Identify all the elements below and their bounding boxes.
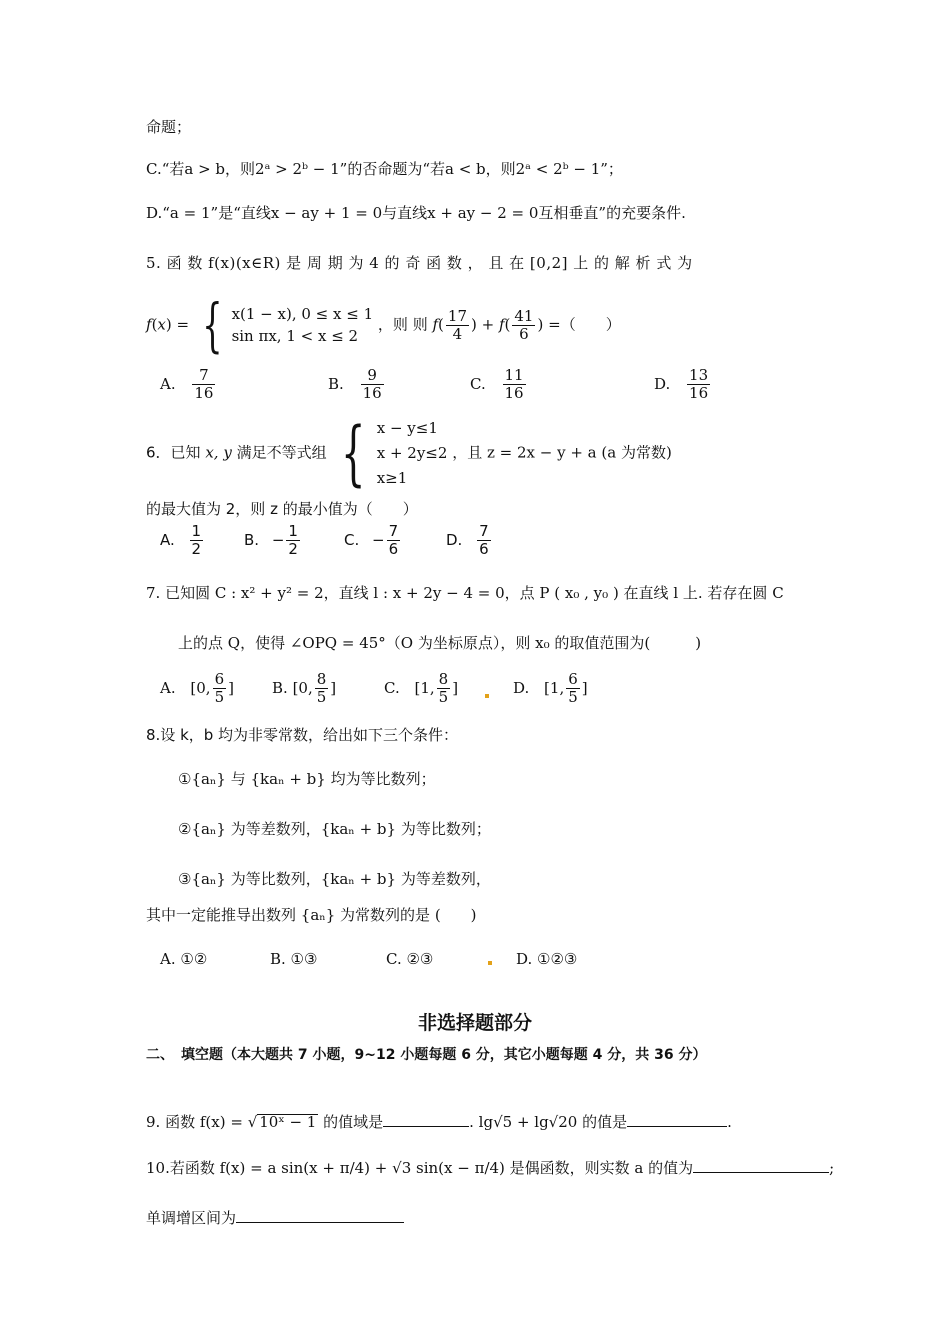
- q6-option-a: A. $\frac{1}{2}$: [160, 522, 202, 558]
- q8-question: 其中一定能推导出数列 {aₙ} 为常数列的是 ( ): [146, 906, 477, 924]
- section-title: 非选择题部分: [417, 1012, 532, 1034]
- q10-blank-2[interactable]: [236, 1208, 404, 1223]
- q6-option-c: C. − $\frac{7}{6}$: [344, 522, 399, 558]
- q6-option-d: D. $\frac{7}{6}$: [446, 522, 489, 558]
- q8-condition-3: ③{aₙ} 为等比数列，{kaₙ + b} 为等差数列，: [178, 870, 491, 888]
- q10-blank-1[interactable]: [693, 1158, 829, 1173]
- q8-line-1: 8.设 k，b 均为非零常数，给出如下三个条件：: [146, 726, 459, 744]
- q5-lead: 5. 函 数 f(x)(x∈R) 是 周 期 为 4 的 奇 函 数 ， 且 在 [0,2] 上 的 解 析 式 为: [146, 254, 693, 272]
- q7-line-2: 上的点 Q，使得 ∠OPQ = 45°（O 为坐标原点），则 x₀ 的取值范围为( ): [178, 634, 702, 652]
- decorative-dot: [488, 961, 492, 965]
- option-c-statement: C.“若a > b，则2ᵃ > 2ᵇ − 1”的否命题为“若a < b，则2ᵃ < 2ᵇ − 1”；: [146, 160, 623, 178]
- q8-option-a: A. ①②: [160, 950, 208, 968]
- option-d-statement: D.“a = 1”是“直线x − ay + 1 = 0与直线x + ay − 2 = 0互相垂直”的充要条件.: [146, 204, 686, 222]
- q6-cases: x − y≤1 x + 2y≤2 x≥1: [376, 419, 448, 487]
- q6-statement: 6．已知 x, y 满足不等式组 { x − y≤1 x + 2y≤2 x≥1 ，且 z = 2x − y + a (a 为常数): [146, 412, 672, 495]
- q5-option-d: D. $\frac{13}{16}$: [654, 366, 709, 402]
- q5-cases: [232, 303, 374, 348]
- q9-line: 9. 函数 f(x) = √ 10ˣ − 1 的值域是 . lg√5 + lg√20 的值是 .: [146, 1113, 732, 1131]
- q8-option-b: B. ①③: [270, 950, 318, 968]
- q7-option-b: B. [0, $\frac{8}{5}$ ]: [272, 670, 337, 706]
- q5-case-1: x(1 − x), 0 ≤ x ≤ 1: [231, 304, 374, 323]
- q10-line-2: 单调增区间为: [146, 1208, 404, 1226]
- q5-option-c: C. $\frac{11}{16}$: [470, 366, 524, 402]
- q5-option-b: B. $\frac{9}{16}$: [328, 366, 382, 402]
- q9-blank-2[interactable]: [627, 1112, 727, 1127]
- q5-tail: ，则: [377, 315, 408, 334]
- q6-line-2: 的最大值为 2，则 z 的最小值为（ ）: [146, 500, 418, 518]
- q9-radicand: 10ˣ − 1: [259, 1113, 317, 1131]
- q8-option-c: C. ②③: [386, 950, 434, 968]
- left-brace: {: [341, 412, 366, 495]
- q5-option-a: A. $\frac{7}{16}$: [160, 366, 214, 402]
- q8-condition-1: ①{aₙ} 与 {kaₙ + b} 均为等比数列；: [178, 770, 436, 788]
- section-subtitle: 二、 填空题（本大题共 7 小题，9~12 小题每题 6 分，其它小题每题 4 分，共 36 分）: [146, 1047, 707, 1063]
- q7-option-c: C. [1, $\frac{8}{5}$ ]: [384, 670, 459, 706]
- q9-blank-1[interactable]: [383, 1112, 469, 1127]
- q5-paren: =（ ）: [548, 315, 621, 334]
- q5-function: f(x) = { x(1 − x), 0 ≤ x ≤ 1 sin πx, 1 < x ≤ 2 ，则 则 f( $\frac{17}{4}$ ) + f( $\frac{41}{6}$ ) =（ ）: [146, 291, 621, 359]
- decorative-dot: [485, 694, 489, 698]
- q7-line-1: 7. 已知圆 C : x² + y² = 2，直线 l : x + 2y − 4 = 0，点 P ( x₀ , y₀ ) 在直线 l 上. 若存在圆 C: [146, 584, 784, 602]
- q8-option-d: D. ①②③: [516, 950, 578, 968]
- q8-condition-2: ②{aₙ} 为等差数列，{kaₙ + b} 为等比数列；: [178, 820, 491, 838]
- continued-text: 命题；: [146, 118, 192, 136]
- fraction-41-6: $\frac{41}{6}$: [514, 306, 534, 343]
- q7-option-a: A. [0, $\frac{6}{5}$ ]: [160, 670, 234, 706]
- q5-case-2: sin πx, 1 < x ≤ 2: [231, 327, 359, 345]
- q6-option-b: B. − $\frac{1}{2}$: [244, 522, 298, 558]
- q7-option-d: D. [1, $\frac{6}{5}$ ]: [513, 670, 588, 706]
- q10-line: 10.若函数 f(x) = a sin(x + π/4) + √3 sin(x − π/4) 是偶函数，则实数 a 的值为 ;: [146, 1159, 835, 1177]
- fraction-17-4: $\frac{17}{4}$: [447, 306, 467, 343]
- left-brace: {: [202, 291, 223, 359]
- sqrt-sign: √: [247, 1113, 258, 1131]
